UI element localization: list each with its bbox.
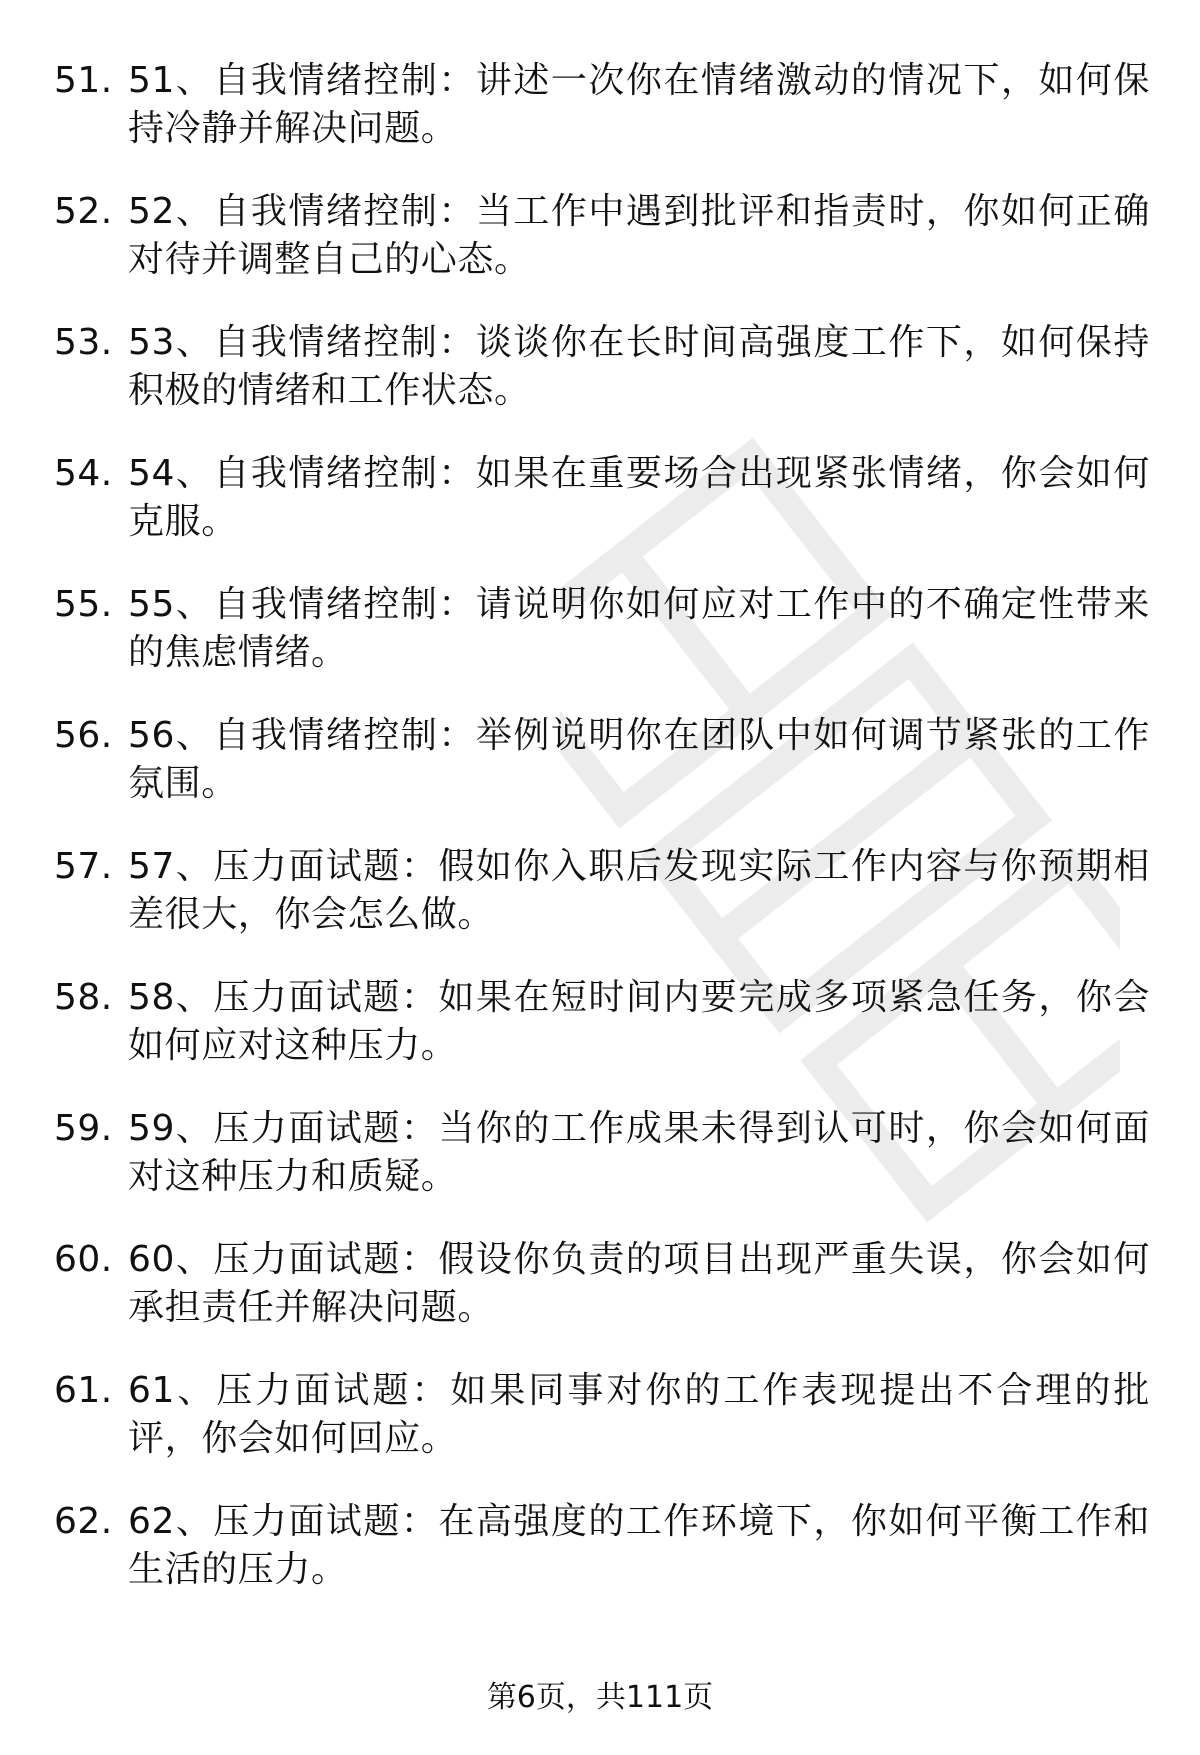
list-item: [0, 188, 1200, 319]
item-number: 62.: [54, 1501, 113, 1542]
item-text: 53、自我情绪控制：谈谈你在长时间高强度工作下，如何保持积极的情绪和工作状态。: [128, 322, 1150, 411]
list-item: [0, 843, 1200, 974]
page-footer: 第6页，共111页: [486, 1680, 714, 1715]
item-text: 57、压力面试题：假如你入职后发现实际工作内容与你预期相差很大，你会怎么做。: [128, 846, 1150, 935]
list-item: [0, 450, 1200, 581]
item-text: 59、压力面试题：当你的工作成果未得到认可时，你会如何面对这种压力和质疑。: [128, 1108, 1150, 1197]
item-number: 60.: [54, 1239, 113, 1280]
item-number: 59.: [54, 1108, 113, 1149]
item-number: 56.: [54, 715, 113, 756]
list-item: [0, 974, 1200, 1105]
item-text: 61、压力面试题：如果同事对你的工作表现提出不合理的批评，你会如何回应。: [128, 1370, 1150, 1459]
item-text: 62、压力面试题：在高强度的工作环境下，你如何平衡工作和生活的压力。: [128, 1501, 1150, 1590]
item-number: 61.: [54, 1370, 113, 1411]
list-item: [0, 1236, 1200, 1367]
list-item: [0, 57, 1200, 188]
item-number: 55.: [54, 584, 113, 625]
item-text: 55、自我情绪控制：请说明你如何应对工作中的不确定性带来的焦虑情绪。: [128, 584, 1150, 673]
item-text: 51、自我情绪控制：讲述一次你在情绪激动的情况下，如何保持冷静并解决问题。: [128, 60, 1150, 149]
item-text: 60、压力面试题：假设你负责的项目出现严重失误，你会如何承担责任并解决问题。: [128, 1239, 1150, 1328]
item-number: 53.: [54, 322, 113, 363]
item-text: 52、自我情绪控制：当工作中遇到批评和指责时，你如何正确对待并调整自己的心态。: [128, 191, 1150, 280]
item-text: 56、自我情绪控制：举例说明你在团队中如何调节紧张的工作氛围。: [128, 715, 1150, 804]
list-item: [0, 1105, 1200, 1236]
list-item: [0, 581, 1200, 712]
list-item: [0, 1367, 1200, 1498]
list-item: [0, 319, 1200, 450]
item-number: 54.: [54, 453, 113, 494]
item-number: 57.: [54, 846, 113, 887]
item-number: 51.: [54, 60, 113, 101]
item-number: 58.: [54, 977, 113, 1018]
item-number: 52.: [54, 191, 113, 232]
item-text: 54、自我情绪控制：如果在重要场合出现紧张情绪，你会如何克服。: [128, 453, 1150, 542]
question-list: [0, 57, 1200, 1629]
item-text: 58、压力面试题：如果在短时间内要完成多项紧急任务，你会如何应对这种压力。: [128, 977, 1150, 1066]
list-item: [0, 712, 1200, 843]
list-item: [0, 1498, 1200, 1629]
